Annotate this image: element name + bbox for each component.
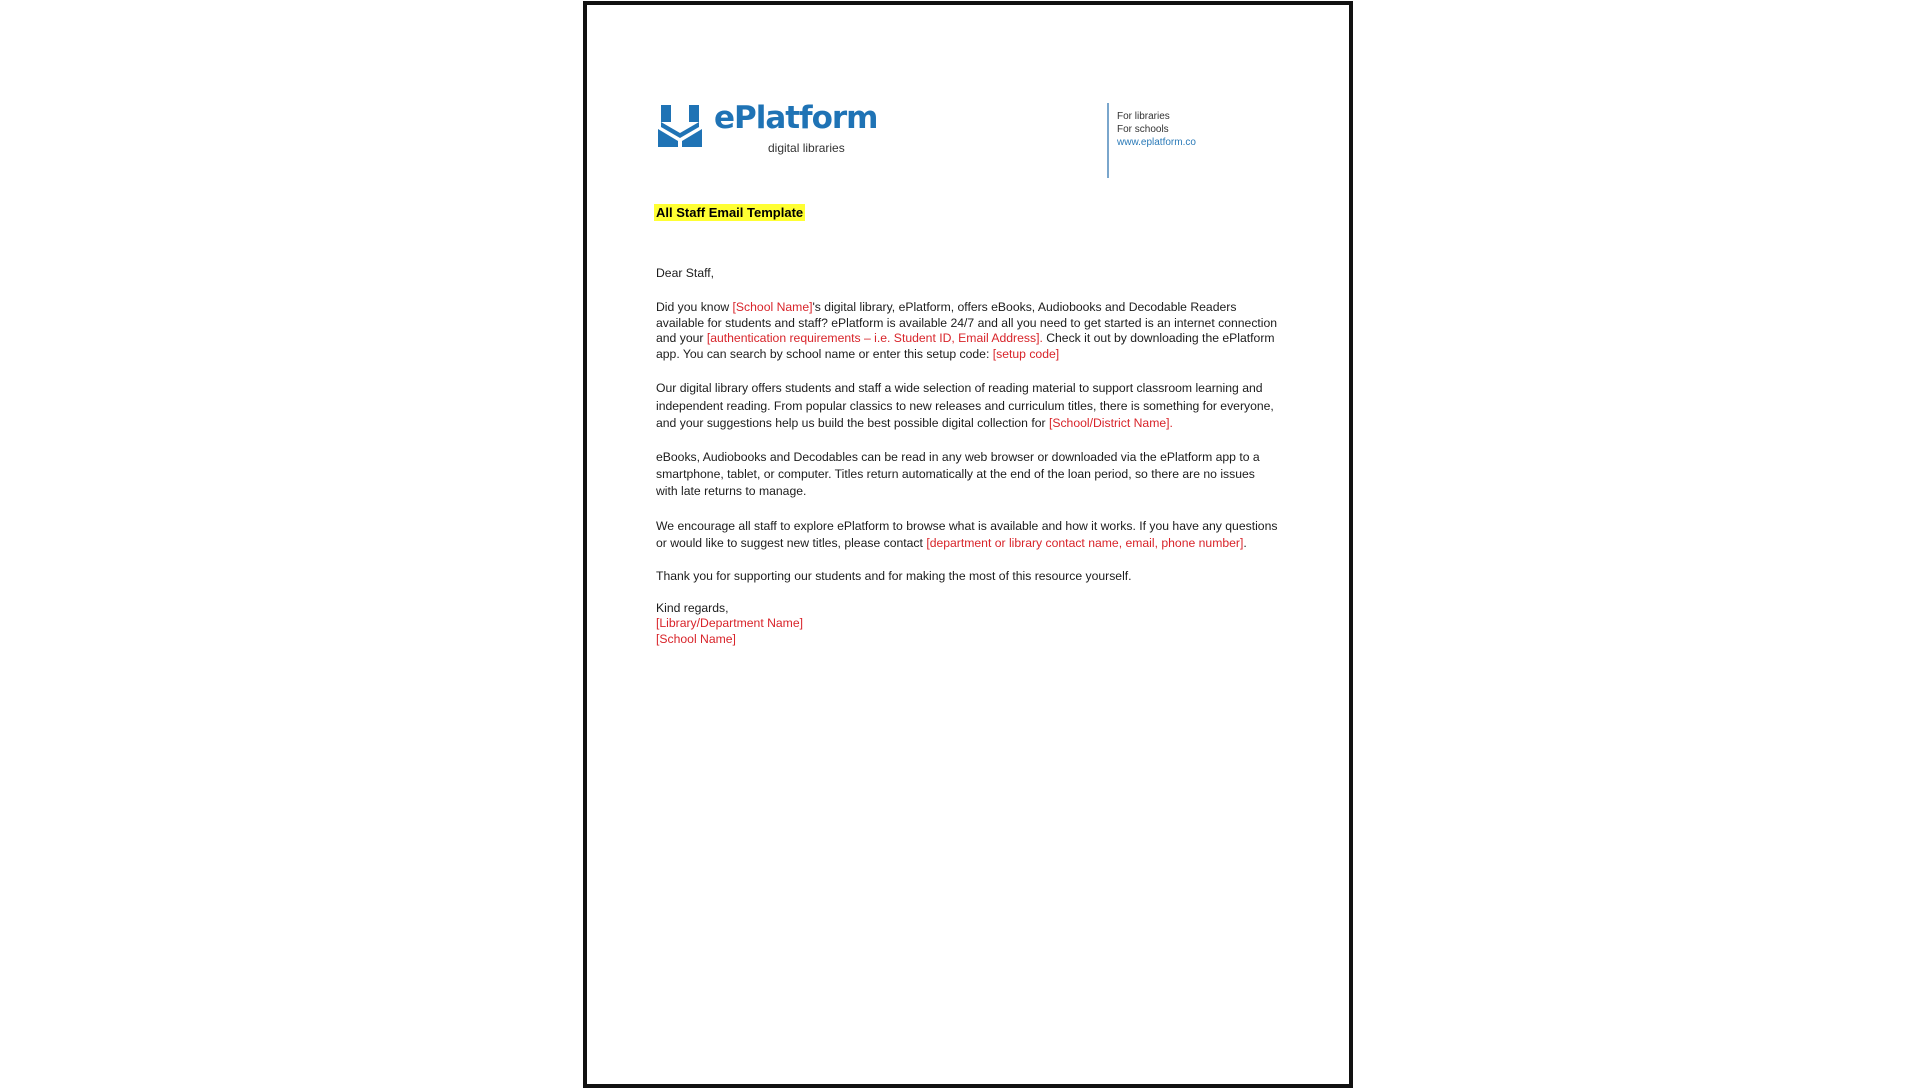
signoff-text: Kind regards, xyxy=(656,600,729,615)
letter-body xyxy=(656,266,1278,647)
text-segment: Our digital library offers students and staff a wide selection of reading material to support classroom learning and independent reading. From popular classics to new releases and curriculum titles, there is something for everyone, and your suggestions help us build the best possible digital collection for xyxy=(656,381,1274,431)
eplatform-logo-icon xyxy=(658,105,702,147)
text-segment: 's digital library, ePlatform, offers eBooks, Audiobooks and Decodable Readers available for students and staff? ePlatform is available 24/7 and all you need to get started is an internet connection and your xyxy=(656,300,1278,345)
placeholder-setup-code: [setup code] xyxy=(992,346,1060,361)
paragraph-access: eBooks, Audiobooks and Decodables can be read in any web browser or downloaded via the ePlatform app to a smartphone, tablet, or computer. Titles return automatically at the end of the loan period, so there are no issues with late returns to manage. xyxy=(656,449,1260,498)
placeholder-district-name: [School/District Name]. xyxy=(1048,416,1173,431)
placeholder-department-name: [Library/Department Name] xyxy=(656,616,803,631)
text-segment: Did you know xyxy=(656,300,733,314)
contact-schools: For schools xyxy=(1117,124,1169,135)
logo-tagline: digital libraries xyxy=(768,141,845,155)
text-segment: Check it out by downloading the ePlatform app. You can search by school name or enter this setup code: xyxy=(656,331,1275,361)
contact-website-link[interactable]: www.eplatform.co xyxy=(1117,137,1196,148)
document-page xyxy=(583,1,1353,1088)
placeholder-school-name-signature: [School Name] xyxy=(656,631,736,646)
placeholder-contact-details: [department or library contact name, email, phone number] xyxy=(926,536,1244,551)
contact-libraries: For libraries xyxy=(1117,111,1170,122)
thanks-line: Thank you for supporting our students and for making the most of this resource yourself. xyxy=(656,568,1132,583)
paragraph-intro xyxy=(656,300,1278,362)
text-segment: We encourage all staff to explore ePlatform to browse what is available and how it works. If you have any questions or would like to suggest new titles, please contact xyxy=(656,518,1278,551)
paragraph-contact xyxy=(656,518,1278,553)
logo-wordmark: ePlatform xyxy=(714,100,878,136)
document-title: All Staff Email Template xyxy=(656,205,804,220)
placeholder-authentication: [authentication requirements – i.e. Student ID, Email Address]. xyxy=(706,331,1043,345)
signature-block xyxy=(656,601,1278,648)
paragraph-collection xyxy=(656,380,1278,433)
greeting: Dear Staff, xyxy=(656,266,715,280)
header-divider xyxy=(1107,103,1109,178)
text-segment: . xyxy=(1243,536,1247,551)
placeholder-school-name: [School Name] xyxy=(732,300,813,314)
